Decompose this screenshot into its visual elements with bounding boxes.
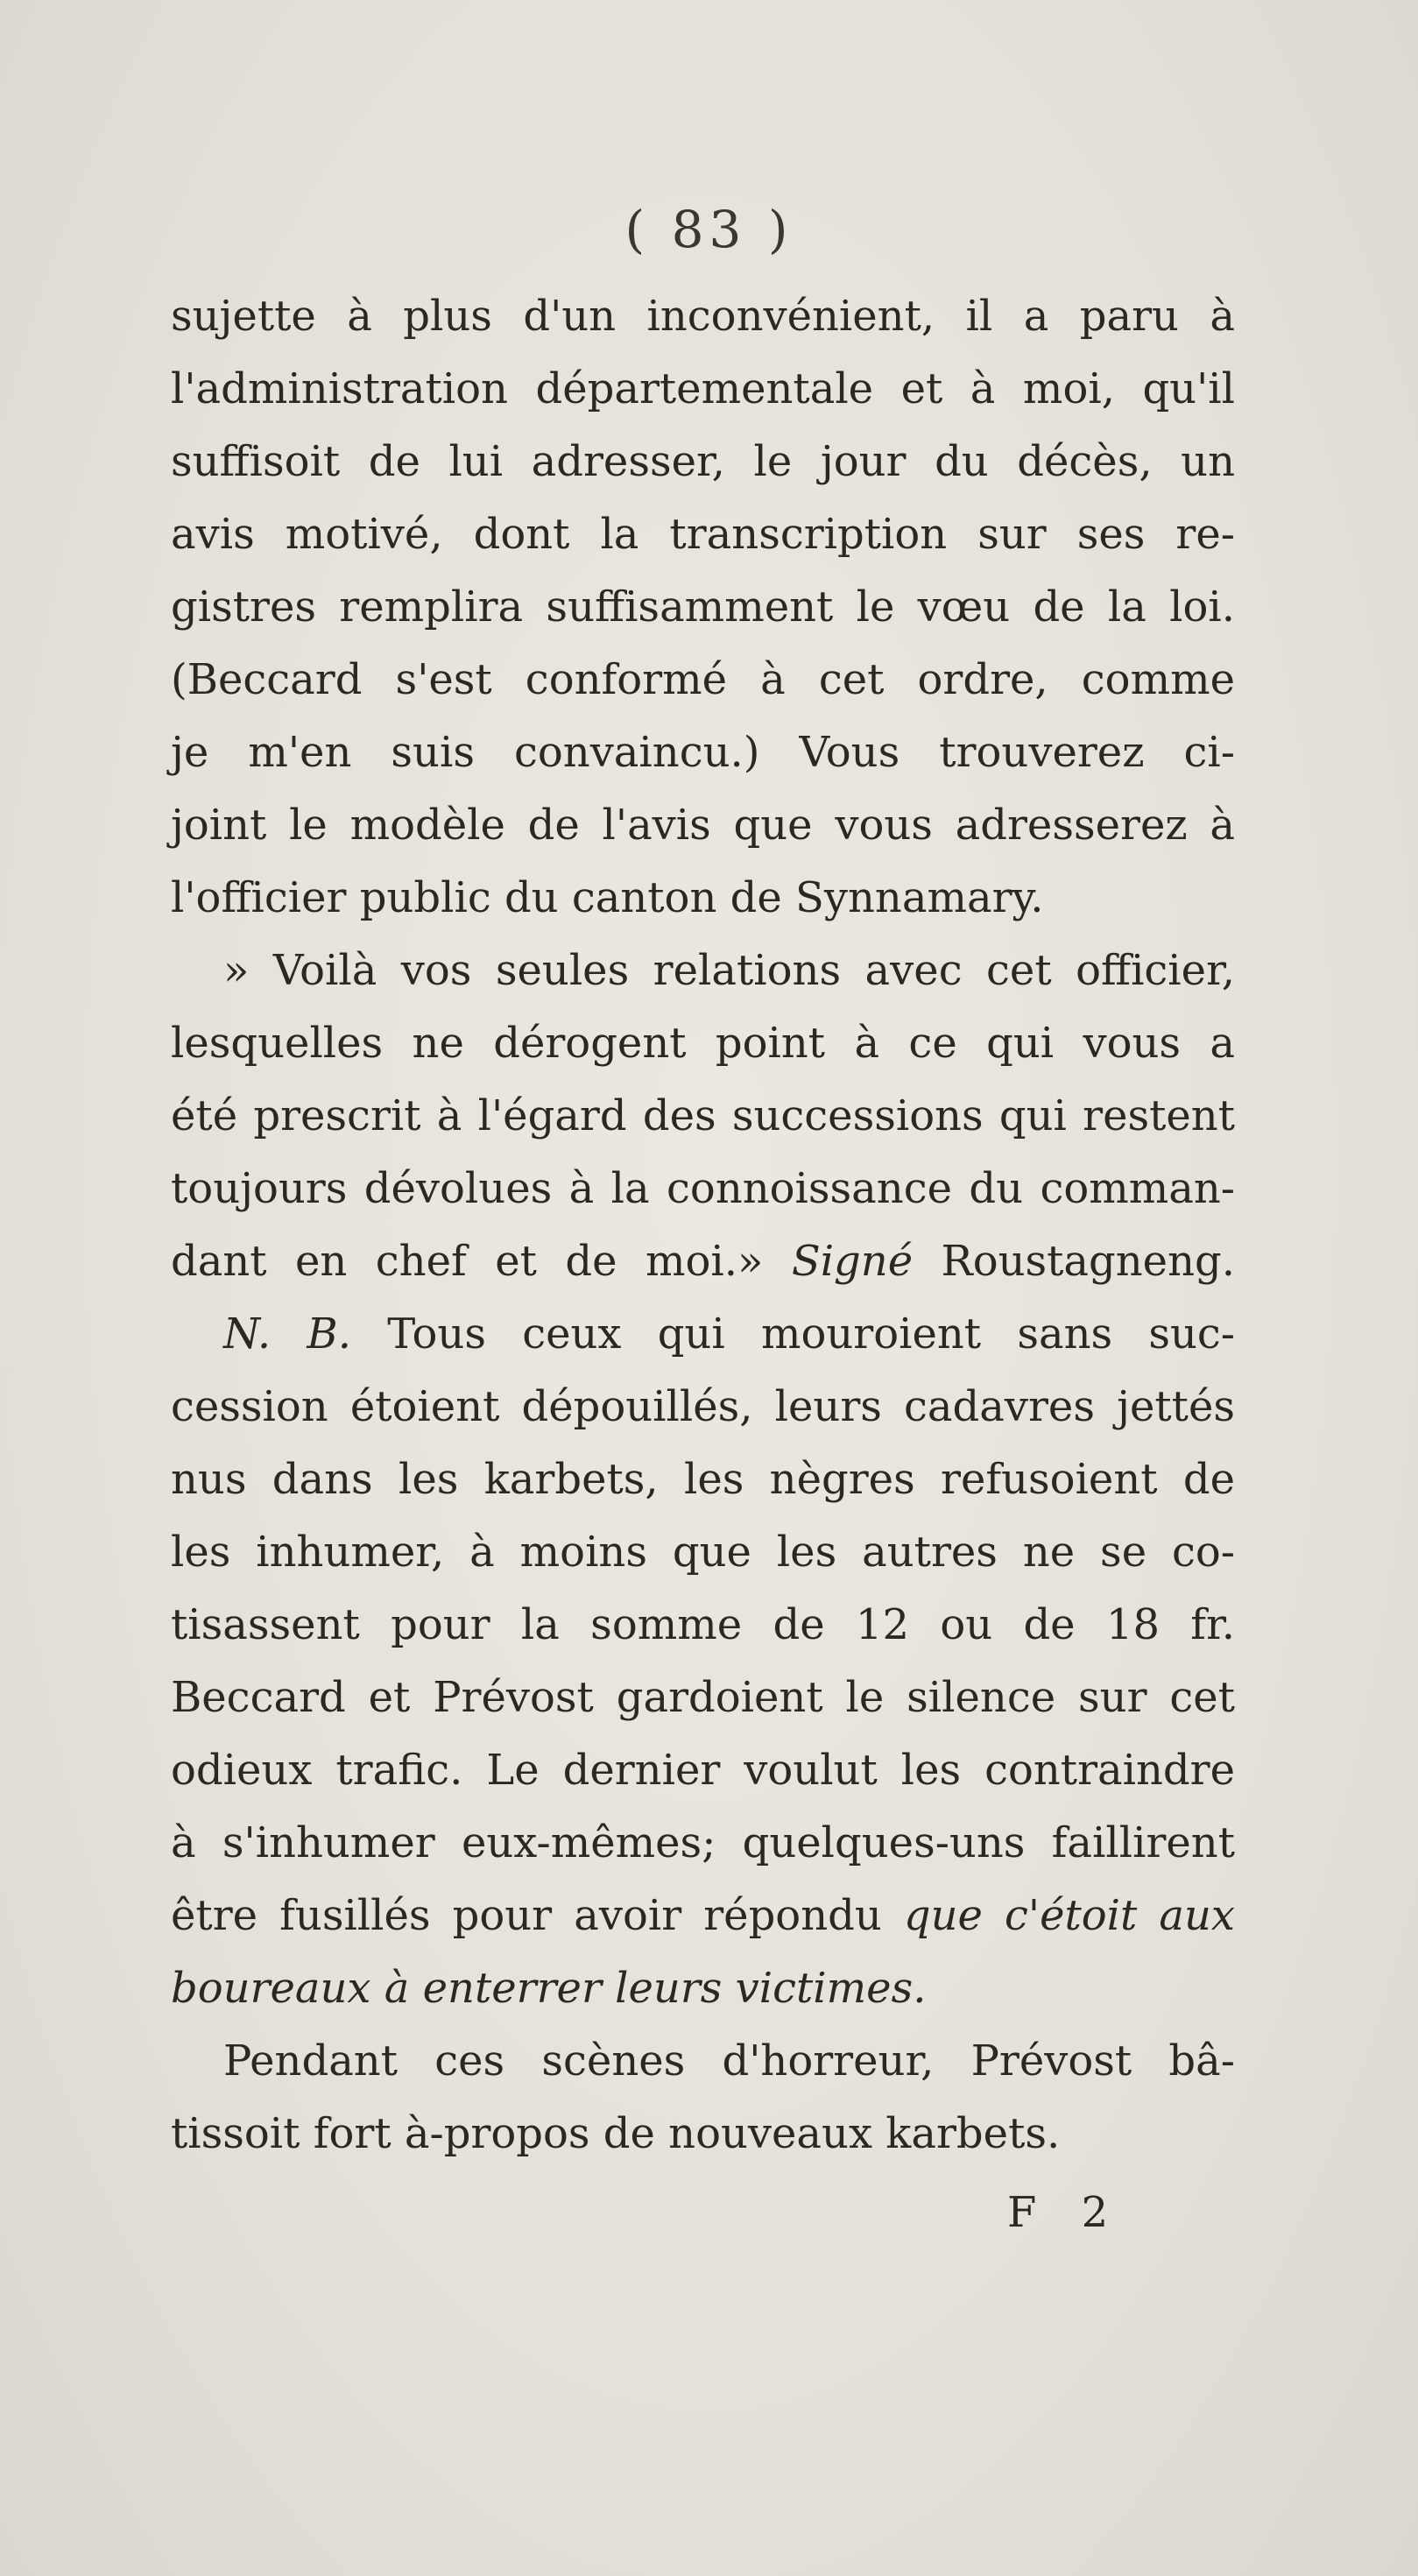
- signature-label: Signé: [791, 1237, 914, 1286]
- text-line: Beccard et Prévost gardoient le silence sur cet: [171, 1673, 1235, 1722]
- note-label: N. B.: [223, 1309, 351, 1359]
- text-line: tisassent pour la somme de 12 ou de 18 fr.: [171, 1600, 1235, 1649]
- text-line: avis motivé, dont la transcription sur ses re-: [171, 510, 1235, 559]
- signer-name: Roustagneng.: [913, 1237, 1235, 1286]
- text-line: boureaux à enterrer leurs victimes.: [171, 1964, 927, 2013]
- text-line: toujours dévolues à la connoissance du comman-: [171, 1164, 1235, 1213]
- text-line: l'administration départementale et à moi, qu'il: [171, 364, 1235, 413]
- text-line: [171, 1225, 1235, 1298]
- text-line: Pendant ces scènes d'horreur, Prévost bâ-: [223, 2036, 1235, 2086]
- text-line: tissoit fort à-propos de nouveaux karbets.: [171, 2109, 1061, 2158]
- body-text: [171, 280, 1235, 2170]
- text-line: odieux trafic. Le dernier voulut les contraindre: [171, 1746, 1235, 1795]
- text-line: l'officier public du canton de Synnamary.: [171, 873, 1044, 922]
- text-line: je m'en suis convaincu.) Vous trouverez ci-: [171, 728, 1235, 777]
- page-number: ( 83 ): [624, 200, 794, 259]
- text-line: suffisoit de lui adresser, le jour du décès, un: [171, 437, 1235, 486]
- text-span: être fusillés pour avoir répondu: [171, 1891, 904, 1940]
- text-span: Tous ceux qui mouroient sans suc-: [350, 1309, 1235, 1359]
- text-span: dant en chef et de moi.»: [171, 1237, 792, 1286]
- text-line: lesquelles ne dérogent point à ce qui vous a: [171, 1019, 1235, 1068]
- text-line: » Voilà vos seules relations avec cet officier,: [223, 946, 1235, 995]
- text-line: les inhumer, à moins que les autres ne se co-: [171, 1528, 1235, 1577]
- text-line: [171, 1880, 1235, 1952]
- text-line: (Beccard s'est conformé à cet ordre, comme: [171, 655, 1235, 704]
- italic-quote: que c'étoit aux: [903, 1891, 1236, 1940]
- text-line: [171, 1298, 1235, 1371]
- text-line: nus dans les karbets, les nègres refusoient de: [171, 1455, 1235, 1504]
- signature-mark: F 2: [1007, 2188, 1125, 2237]
- text-line: été prescrit à l'égard des successions qui restent: [171, 1091, 1235, 1140]
- text-line: à s'inhumer eux-mêmes; quelques-uns faillirent: [171, 1818, 1235, 1867]
- text-line: gistres remplira suffisamment le vœu de la loi.: [171, 582, 1235, 632]
- text-line: sujette à plus d'un inconvénient, il a paru à: [171, 292, 1235, 341]
- text-line: joint le modèle de l'avis que vous adresserez à: [171, 801, 1235, 850]
- text-line: cession étoient dépouillés, leurs cadavres jettés: [171, 1382, 1235, 1431]
